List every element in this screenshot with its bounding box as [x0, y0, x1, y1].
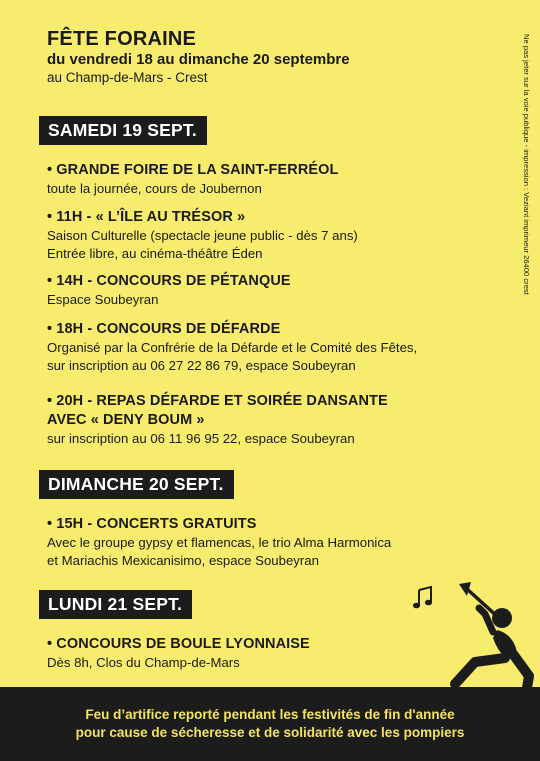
- event-detail: Entrée libre, au cinéma-théâtre Éden: [47, 245, 263, 261]
- event-detail: toute la journée, cours de Joubernon: [47, 181, 262, 196]
- event-item: [47, 392, 517, 448]
- page-title: FÊTE FORAINE: [47, 28, 197, 50]
- event-item: [47, 208, 517, 262]
- footer-note: [0, 706, 540, 742]
- event-detail: Dès 8h, Clos du Champ-de-Mars: [47, 655, 240, 670]
- event-heading: • 20H - REPAS DÉFARDE ET SOIRÉE DANSANTE: [47, 393, 388, 409]
- event-detail: sur inscription au 06 27 22 86 79, espace Soubeyran: [47, 357, 356, 373]
- event-item: [47, 320, 517, 374]
- event-heading: • CONCOURS DE BOULE LYONNAISE: [47, 636, 310, 652]
- header: [47, 28, 350, 87]
- event-item: [47, 515, 517, 569]
- event-detail: Espace Soubeyran: [47, 292, 159, 307]
- day-heading-monday: LUNDI 21 SEPT.: [39, 590, 192, 619]
- day-heading-sunday: DIMANCHE 20 SEPT.: [39, 470, 234, 499]
- event-heading: • 15H - CONCERTS GRATUITS: [47, 516, 257, 532]
- event-item: [47, 161, 517, 198]
- event-heading: • 11H - « L’ÎLE AU TRÉSOR »: [47, 209, 246, 225]
- legal-note: [521, 34, 535, 344]
- event-heading: • 18H - CONCOURS DE DÉFARDE: [47, 321, 281, 337]
- event-item: [47, 272, 517, 309]
- day-heading-saturday: SAMEDI 19 SEPT.: [39, 116, 207, 145]
- event-dates: du vendredi 18 au dimanche 20 septembre: [47, 51, 350, 68]
- event-place: au Champ-de-Mars - Crest: [47, 70, 208, 85]
- legal-note-text: Ne pas jeter sur la voie publique - impression : Veziant imprimeur 26400 crest: [522, 34, 531, 295]
- footer-banner: [0, 687, 540, 761]
- music-note-icon: [412, 585, 434, 611]
- event-heading-continued: AVEC « DENY BOUM »: [47, 412, 205, 428]
- event-detail: et Mariachis Mexicanisimo, espace Soubeyran: [47, 552, 319, 568]
- event-detail: sur inscription au 06 11 96 95 22, espace Soubeyran: [47, 431, 355, 446]
- event-detail: Organisé par la Confrérie de la Défarde et le Comité des Fêtes,: [47, 340, 418, 355]
- event-detail: Saison Culturelle (spectacle jeune public - dès 7 ans): [47, 228, 358, 243]
- trumpet-player-icon: [445, 580, 535, 690]
- event-detail: Avec le groupe gypsy et flamencas, le trio Alma Harmonica: [47, 535, 392, 550]
- event-heading: • 14H - CONCOURS DE PÉTANQUE: [47, 273, 291, 289]
- footer-line-1: Feu d’artifice reporté pendant les festivités de fin d'année: [85, 707, 455, 722]
- footer-line-2: pour cause de sécheresse et de solidarité avec les pompiers: [75, 725, 465, 740]
- event-heading: • GRANDE FOIRE DE LA SAINT-FERRÉOL: [47, 162, 339, 178]
